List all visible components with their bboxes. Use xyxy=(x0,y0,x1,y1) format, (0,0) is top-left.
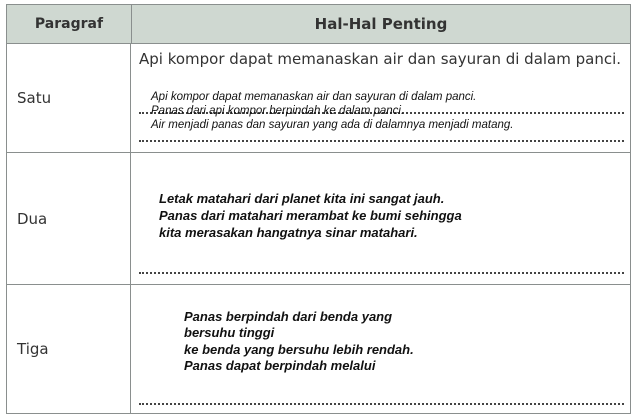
answer-line: Panas berpindah dari benda yang xyxy=(184,309,393,324)
row-content xyxy=(131,153,630,284)
answer-line: kita merasakan hangatnya sinar matahari. xyxy=(159,225,418,240)
dotted-line xyxy=(139,403,624,405)
answer-line: Air menjadi panas dan sayuran yang ada di dalamnya menjadi matang. xyxy=(151,119,514,131)
table-header xyxy=(7,5,630,44)
row-label: Dua xyxy=(7,153,131,284)
row-content xyxy=(131,43,630,152)
table-row-dua xyxy=(7,153,630,285)
dotted-line xyxy=(139,140,624,142)
row-label: Tiga xyxy=(7,285,131,413)
table-row-tiga xyxy=(7,285,630,413)
answer-line: ke benda yang bersuhu lebih rendah. xyxy=(184,342,414,357)
row-label: Satu xyxy=(7,43,131,152)
row-content xyxy=(131,285,630,413)
answer-line: Panas dapat berpindah melalui xyxy=(184,358,376,373)
answer-line: bersuhu tinggi xyxy=(184,325,275,340)
header-paragraf: Paragraf xyxy=(7,5,132,43)
answer-line: Panas dari api kompor berpindah ke dalam panci. xyxy=(151,105,405,117)
table-row-satu xyxy=(7,43,630,153)
key-points-table xyxy=(6,4,631,414)
header-hal-penting: Hal-Hal Penting xyxy=(314,15,448,33)
answer-line: Api kompor dapat memanaskan air dan sayuran di dalam panci. xyxy=(151,91,477,103)
answer-line: Letak matahari dari planet kita ini sangat jauh. xyxy=(159,191,445,206)
dotted-line xyxy=(139,272,624,274)
answer-line: Panas dari matahari merambat ke bumi sehingga xyxy=(159,208,462,223)
printed-text: Api kompor dapat memanaskan air dan sayuran di dalam panci. xyxy=(139,50,622,68)
